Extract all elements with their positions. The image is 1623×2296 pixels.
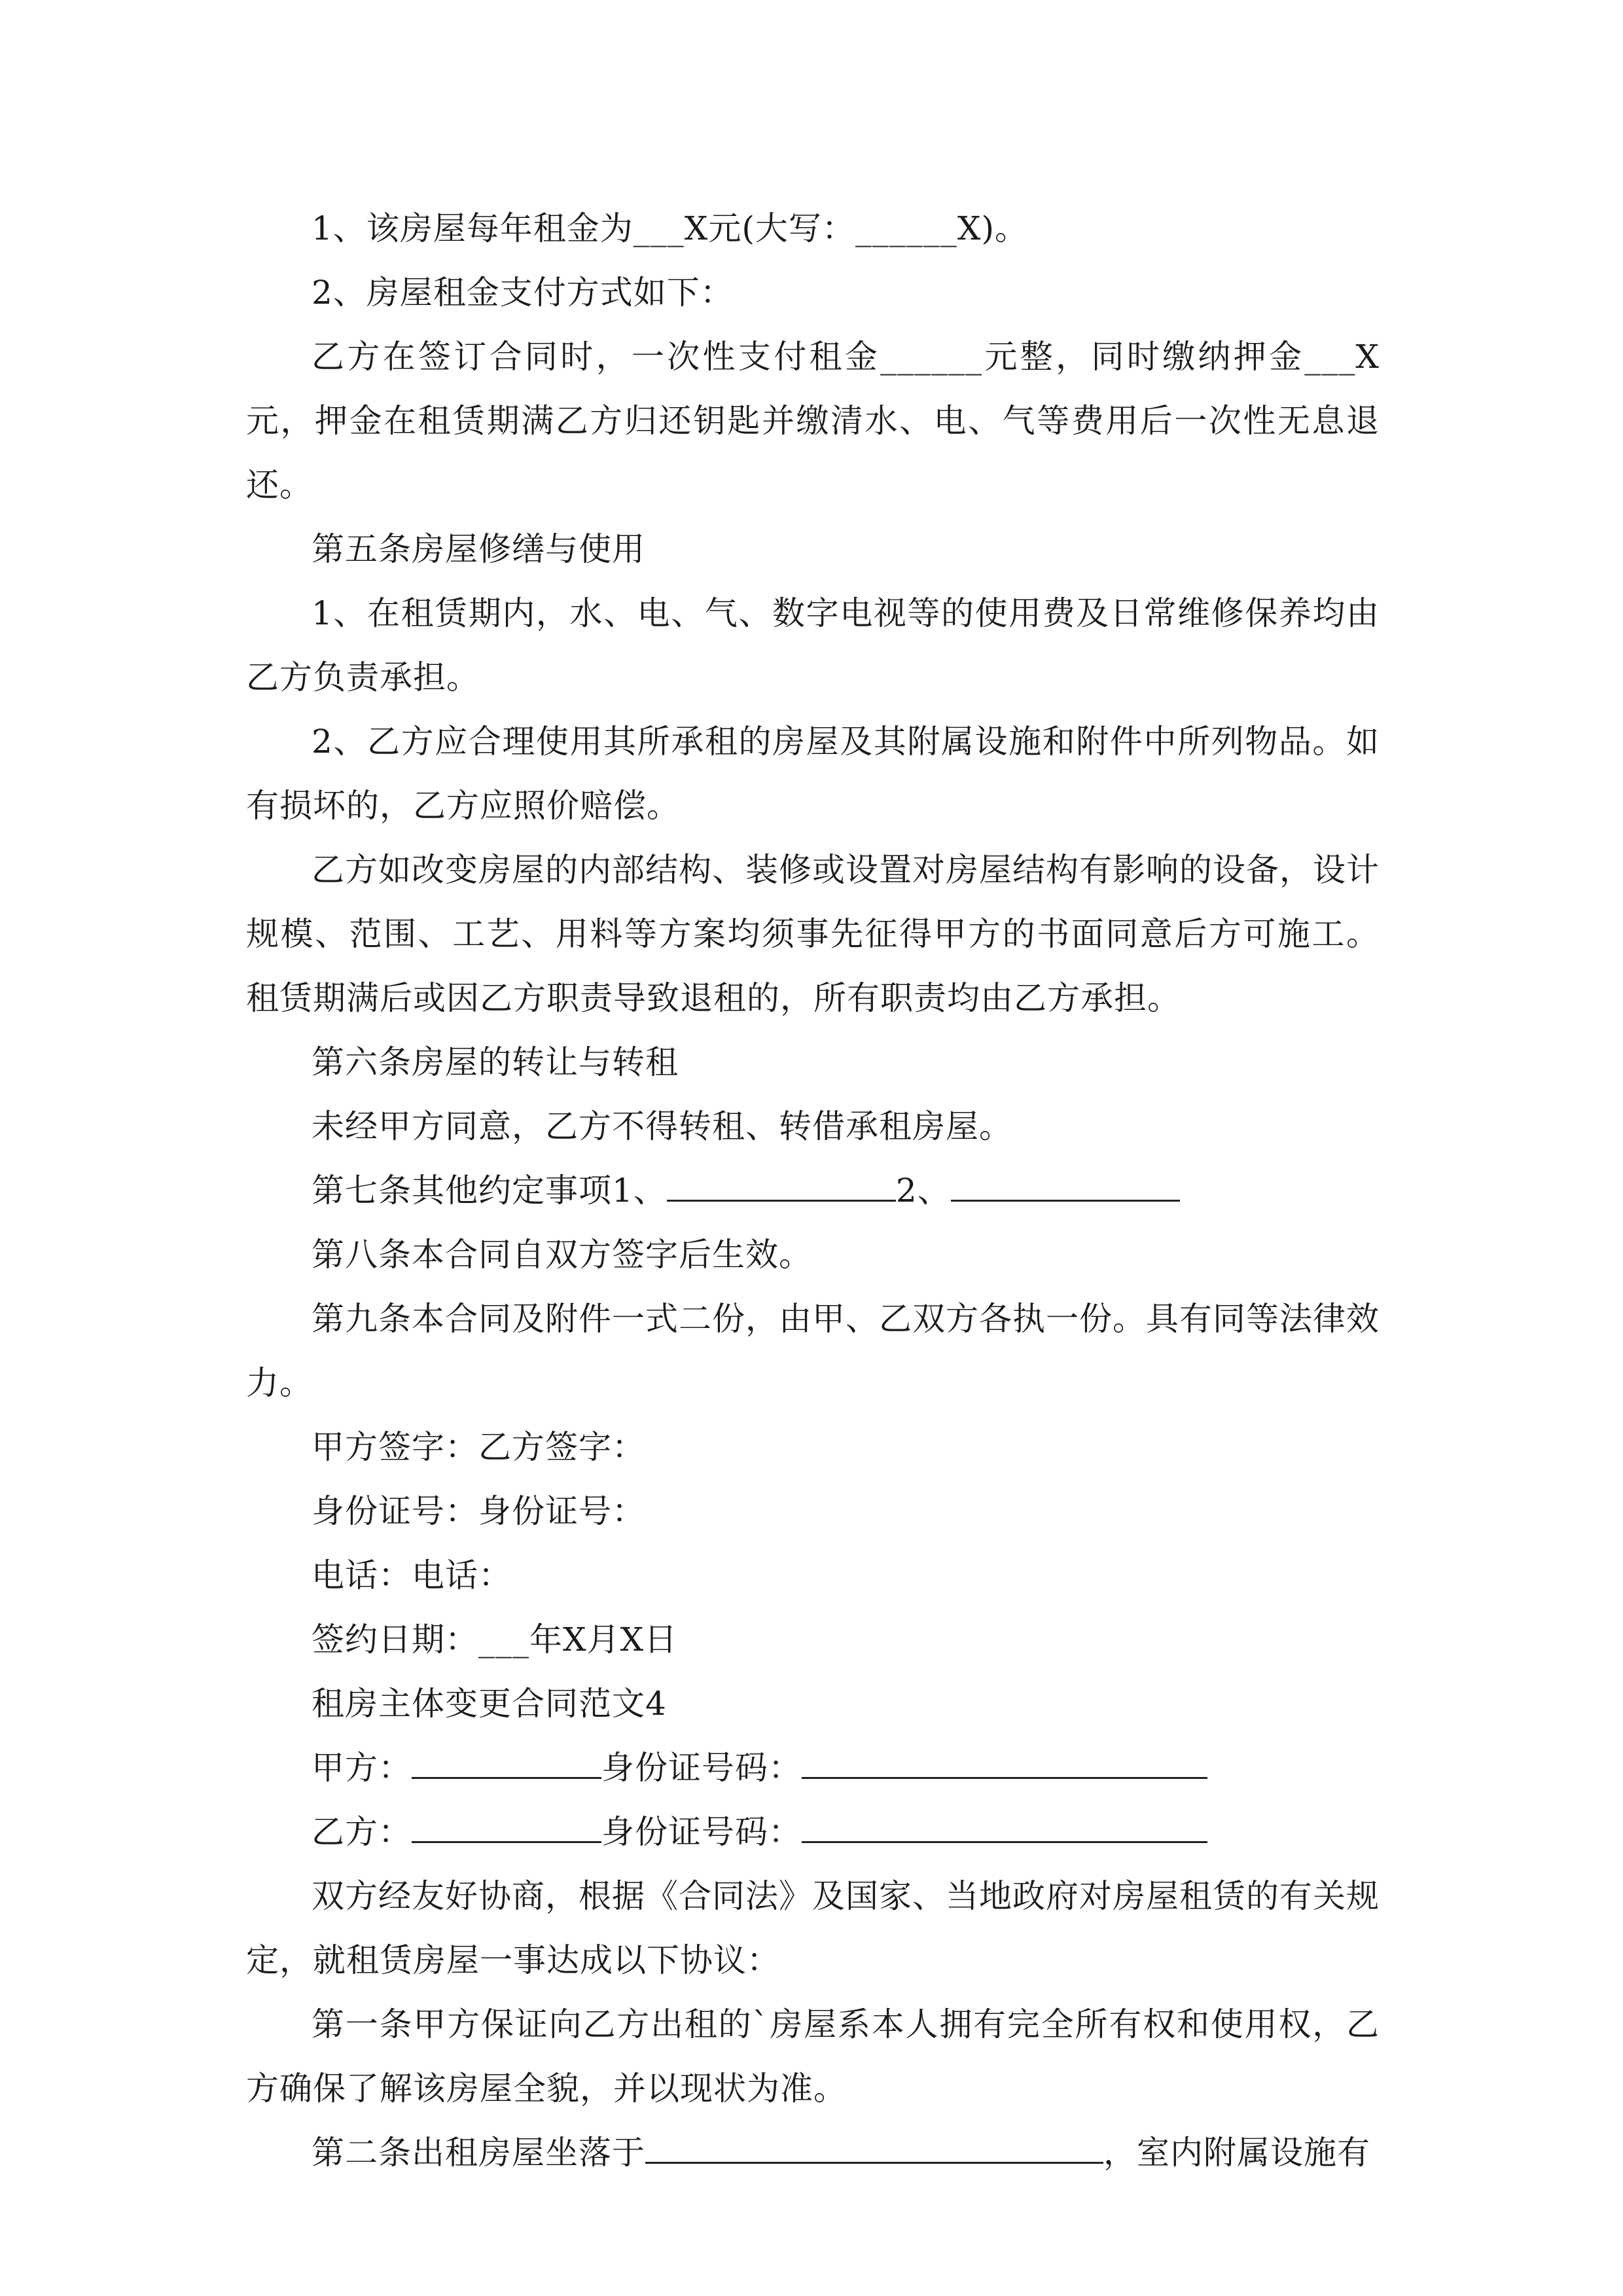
article-2-line [246,2121,1380,2185]
id-number-line: 身份证号：身份证号： [312,1492,645,1530]
article-6-title: 第六条房屋的转让与转租 [312,1043,679,1081]
deposit-clause: 乙方在签订合同时，一次性支付租金______元整，同时缴纳押金___X元，押金在租赁期满乙方归还钥匙并缴清水、电、气等费用后一次性无息退还。 [246,338,1380,504]
article-7-item2: 2、 [895,1172,951,1210]
article-8-line: 第八条本合同自双方签字后生效。 [312,1236,812,1274]
party-a-name-field[interactable] [412,1746,601,1779]
article-2-suffix: ，室内附属设施有 [1103,2134,1370,2172]
other-item-2-field[interactable] [951,1168,1180,1202]
party-b-line [246,1800,1380,1864]
agreement-intro: 双方经友好协商，根据《合同法》及国家、当地政府对房屋租赁的有关规定，就租赁房屋一事达成以下协议： [246,1877,1380,1979]
sample-4-title: 租房主体变更合同范文4 [312,1685,667,1723]
article-7-line [246,1158,1380,1223]
phone-line: 电话：电话： [312,1556,512,1594]
party-b-id-label: 身份证号码： [601,1813,802,1851]
other-item-1-field[interactable] [667,1168,896,1202]
article-2-prefix: 第二条出租房屋坐落于 [312,2134,645,2172]
party-b-id-field[interactable] [802,1810,1207,1843]
signature-line: 甲方签字：乙方签字： [312,1428,645,1466]
contract-text [246,196,1380,2185]
sign-date-line: 签约日期：___年X月X日 [312,1621,678,1659]
article-7-prefix: 第七条其他约定事项1、 [312,1172,667,1210]
property-address-field[interactable] [645,2130,1103,2164]
article-1-clause: 第一条甲方保证向乙方出租的`房屋系本人拥有完全所有权和使用权，乙方确保了解该房屋全貌，并以现状为准。 [246,2005,1380,2108]
party-b-label: 乙方： [312,1813,412,1851]
party-b-name-field[interactable] [412,1810,601,1843]
rent-amount-clause: 1、该房屋每年租金为___X元(大写：______X)。 [312,209,1029,247]
utilities-clause: 1、在租赁期内，水、电、气、数字电视等的使用费及日常维修保养均由乙方负责承担。 [246,594,1380,696]
damage-clause: 2、乙方应合理使用其所承租的房屋及其附属设施和附件中所列物品。如有损坏的，乙方应照价赔偿。 [246,723,1380,825]
renovation-clause: 乙方如改变房屋的内部结构、装修或设置对房屋结构有影响的设备，设计规模、范围、工艺、用料等方案均须事先征得甲方的书面同意后方可施工。租赁期满后或因乙方职责导致退租的，所有职责均由乙方承担。 [246,851,1380,1017]
payment-method-heading: 2、房屋租金支付方式如下： [312,274,734,312]
article-5-title: 第五条房屋修缮与使用 [312,530,645,568]
article-9-line: 第九条本合同及附件一式二份，由甲、乙双方各执一份。具有同等法律效力。 [246,1300,1380,1402]
party-a-id-label: 身份证号码： [601,1749,802,1787]
party-a-line [246,1736,1380,1800]
sublet-clause: 未经甲方同意，乙方不得转租、转借承租房屋。 [312,1107,1012,1145]
party-a-label: 甲方： [312,1749,412,1787]
party-a-id-field[interactable] [802,1746,1207,1779]
